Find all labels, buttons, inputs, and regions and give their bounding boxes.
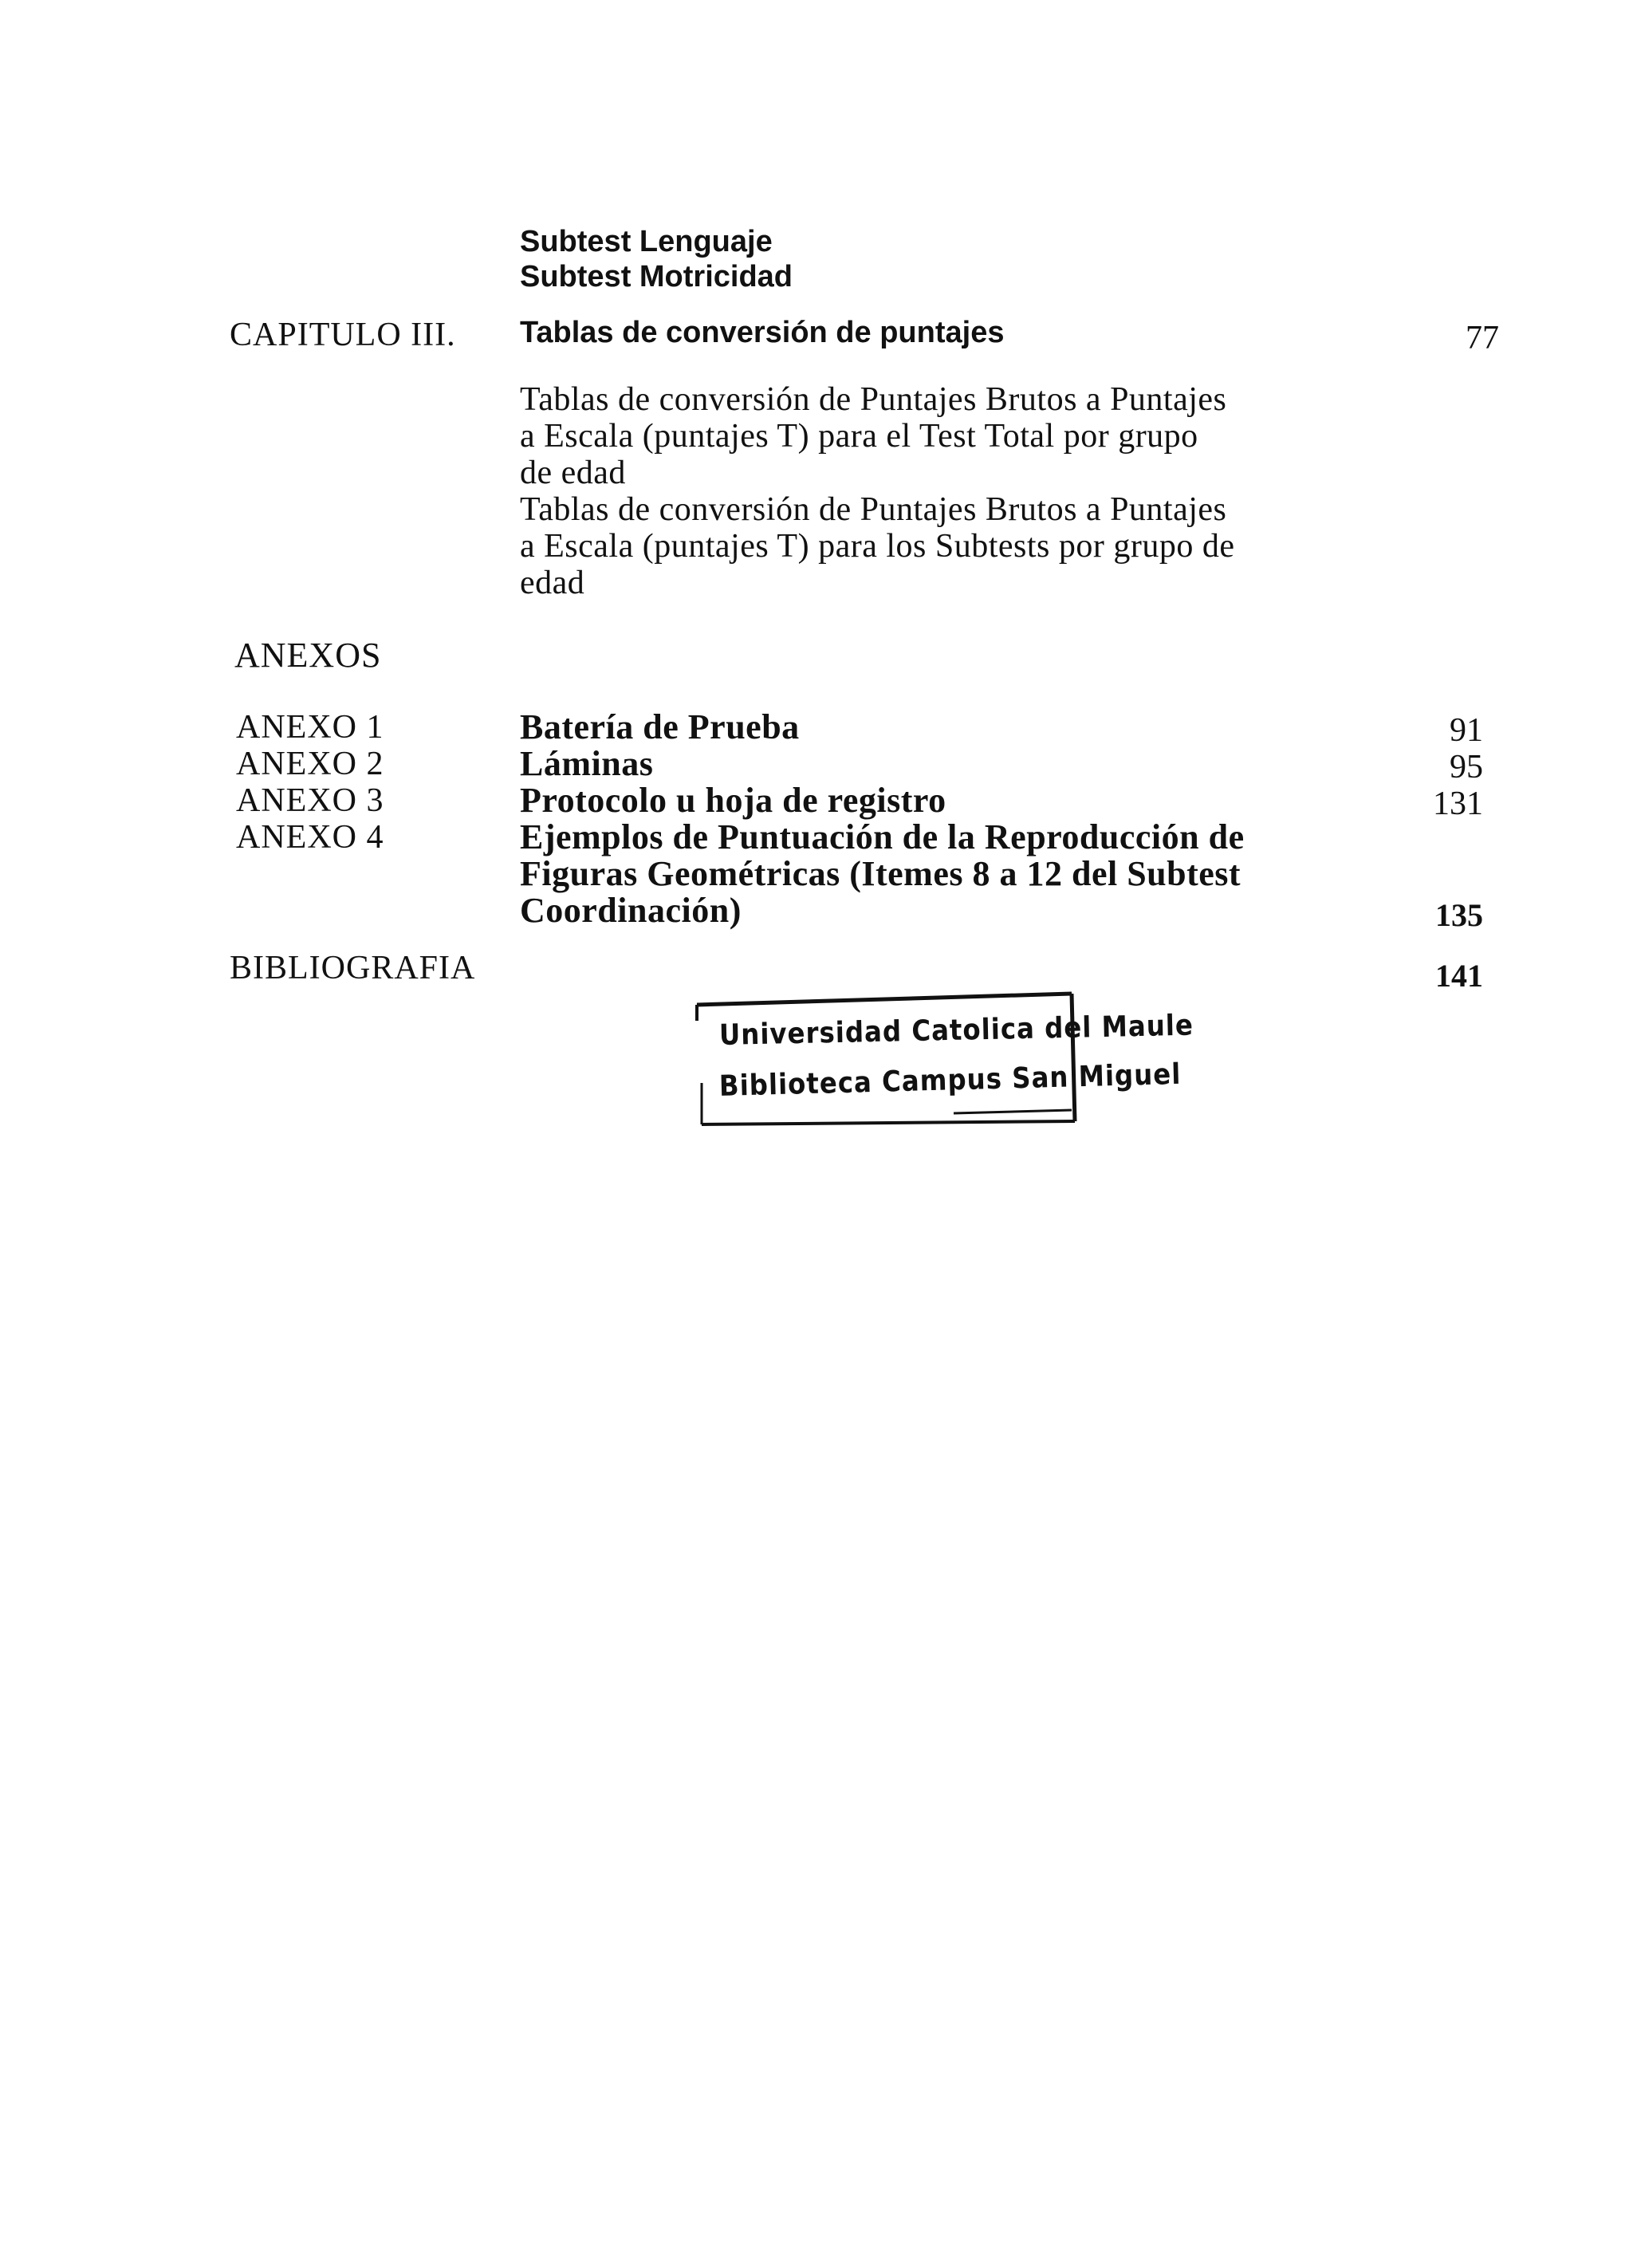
toc-entry-subtest-lenguaje: Subtest Lenguaje [520,225,773,258]
anexo-title-line: Coordinación) [520,891,742,930]
stamp-text-library: Biblioteca Campus San Miguel [718,1057,1182,1103]
anexo-label: ANEXO 4 [236,819,384,856]
subentry-line: de edad [520,455,626,491]
anexo-label: ANEXO 1 [236,709,384,746]
stamp-border [691,987,1080,1129]
anexo-label: ANEXO 3 [236,782,384,819]
library-stamp [691,987,1194,1129]
subentry-line: edad [520,565,585,601]
subentry-line: Tablas de conversión de Puntajes Brutos a Puntajes [520,381,1227,418]
bibliografia-label: BIBLIOGRAFIA [230,950,476,986]
anexo-title: Protocolo u hoja de registro [520,781,946,820]
bibliografia-page-number: 141 [1435,958,1483,994]
anexo-title-line: Ejemplos de Puntuación de la Reproducción de [520,817,1245,856]
toc-entry-subtest-motricidad: Subtest Motricidad [520,260,793,293]
anexo-title-line: Figuras Geométricas (Itemes 8 a 12 del Subtest [520,854,1241,893]
anexos-heading: ANEXOS [234,636,382,675]
chapter-page-number: 77 [1466,320,1499,356]
subentry-line: Tablas de conversión de Puntajes Brutos a Puntajes [520,491,1227,528]
subentry-line: a Escala (puntajes T) para el Test Total por grupo [520,418,1198,455]
chapter-title: Tablas de conversión de puntajes [520,316,1005,349]
anexo-page-number: 91 [1450,712,1483,749]
anexo-page-number: 131 [1433,786,1483,822]
subentry-line: a Escala (puntajes T) para los Subtests por grupo de [520,528,1235,565]
stamp-text-university: Universidad Catolica del Maule [718,1009,1194,1052]
anexo-title: Láminas [520,744,654,783]
anexo-title: Batería de Prueba [520,707,800,746]
chapter-label: CAPITULO III. [230,317,456,353]
chapter-subentry-total [520,381,1235,601]
anexo-page-number: 135 [1435,897,1483,933]
anexo-page-number: 95 [1450,749,1483,786]
anexo-label: ANEXO 2 [236,746,384,782]
